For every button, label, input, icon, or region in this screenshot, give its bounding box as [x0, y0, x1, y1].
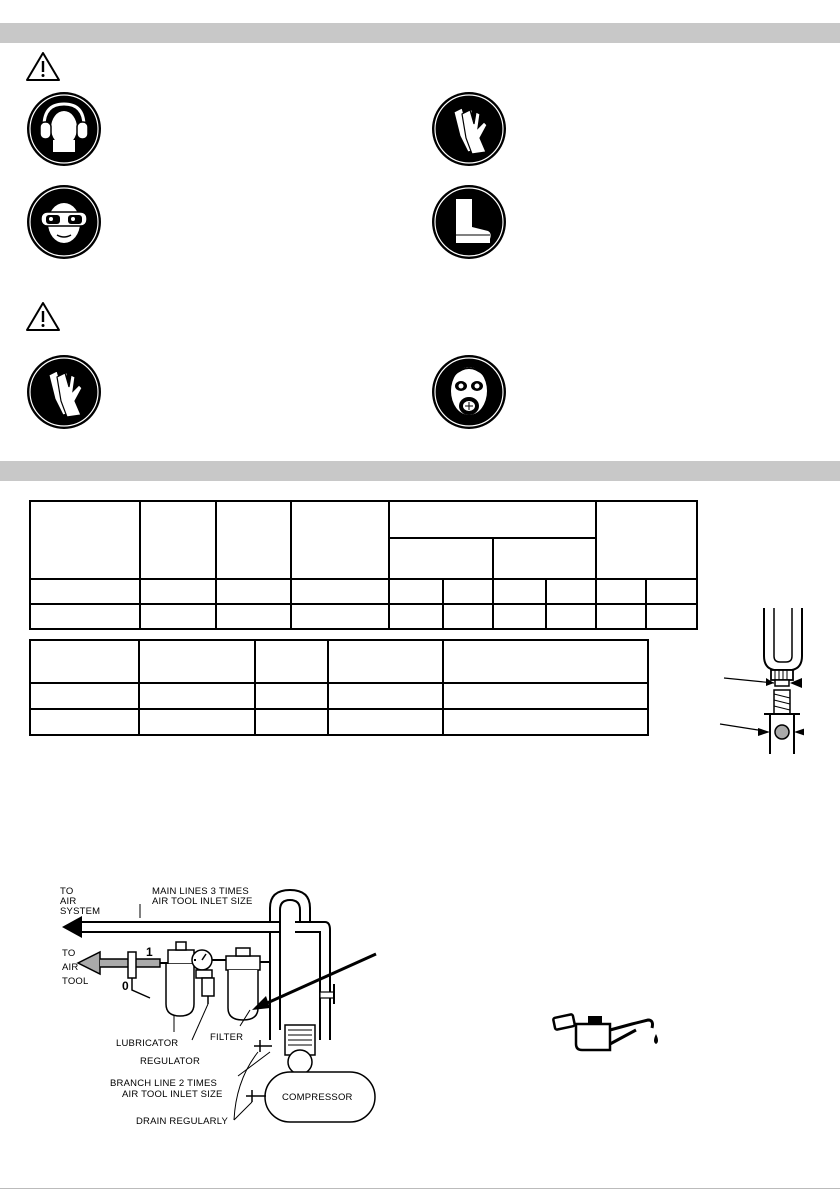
to-air-system-label: TO — [60, 886, 74, 897]
regulator-label: REGULATOR — [140, 1056, 201, 1067]
to-air-system-label: AIR — [60, 896, 77, 907]
warning-triangle-icon — [25, 300, 61, 332]
spec-table-main — [29, 500, 698, 630]
valve-on-label: 1 — [146, 945, 153, 959]
filter-label: FILTER — [210, 1032, 244, 1043]
eye-protection-icon — [27, 185, 101, 259]
table-row — [30, 709, 648, 735]
table-row — [30, 604, 697, 629]
air-supply-diagram — [40, 880, 390, 1130]
to-air-system-label: SYSTEM — [60, 906, 101, 917]
drain-label: DRAIN REGULARLY — [136, 1116, 229, 1127]
gloves-icon — [27, 355, 101, 429]
warning-triangle-icon — [25, 50, 61, 82]
oil-can-icon — [552, 1010, 664, 1058]
safety-boots-icon — [432, 185, 506, 259]
table-row — [30, 640, 648, 683]
table-row — [30, 579, 697, 604]
table-cell — [389, 538, 493, 579]
ear-protection-icon — [27, 92, 101, 166]
table-cell — [389, 501, 596, 538]
table-cell — [596, 501, 697, 579]
lubricator-label: LUBRICATOR — [116, 1038, 179, 1049]
respirator-icon — [432, 355, 506, 429]
main-lines-label: AIR TOOL INLET SIZE — [152, 896, 253, 907]
main-lines-label: MAIN LINES 3 TIMES — [152, 886, 249, 897]
table-row — [30, 683, 648, 709]
table-cell — [291, 501, 389, 579]
branch-line-label: AIR TOOL INLET SIZE — [122, 1089, 223, 1100]
to-air-tool-label: TO — [62, 948, 76, 959]
to-air-tool-label: AIR — [62, 962, 79, 973]
to-air-tool-label: TOOL — [62, 976, 89, 987]
table-cell — [30, 501, 140, 579]
table-cell — [216, 501, 291, 579]
branch-line-label: BRANCH LINE 2 TIMES — [110, 1078, 218, 1089]
main-line-arrow — [62, 916, 82, 938]
page-bottom-rule — [0, 1188, 840, 1189]
specifications-section-bar — [0, 461, 840, 481]
table-cell — [493, 538, 596, 579]
inlet-fitting-illustration — [704, 606, 804, 764]
spec-table-secondary — [29, 639, 649, 736]
safety-section-bar — [0, 23, 840, 43]
compressor-label: COMPRESSOR — [282, 1092, 353, 1103]
gloves-icon — [432, 92, 506, 166]
table-cell — [140, 501, 216, 579]
valve-off-label: 0 — [122, 979, 129, 993]
